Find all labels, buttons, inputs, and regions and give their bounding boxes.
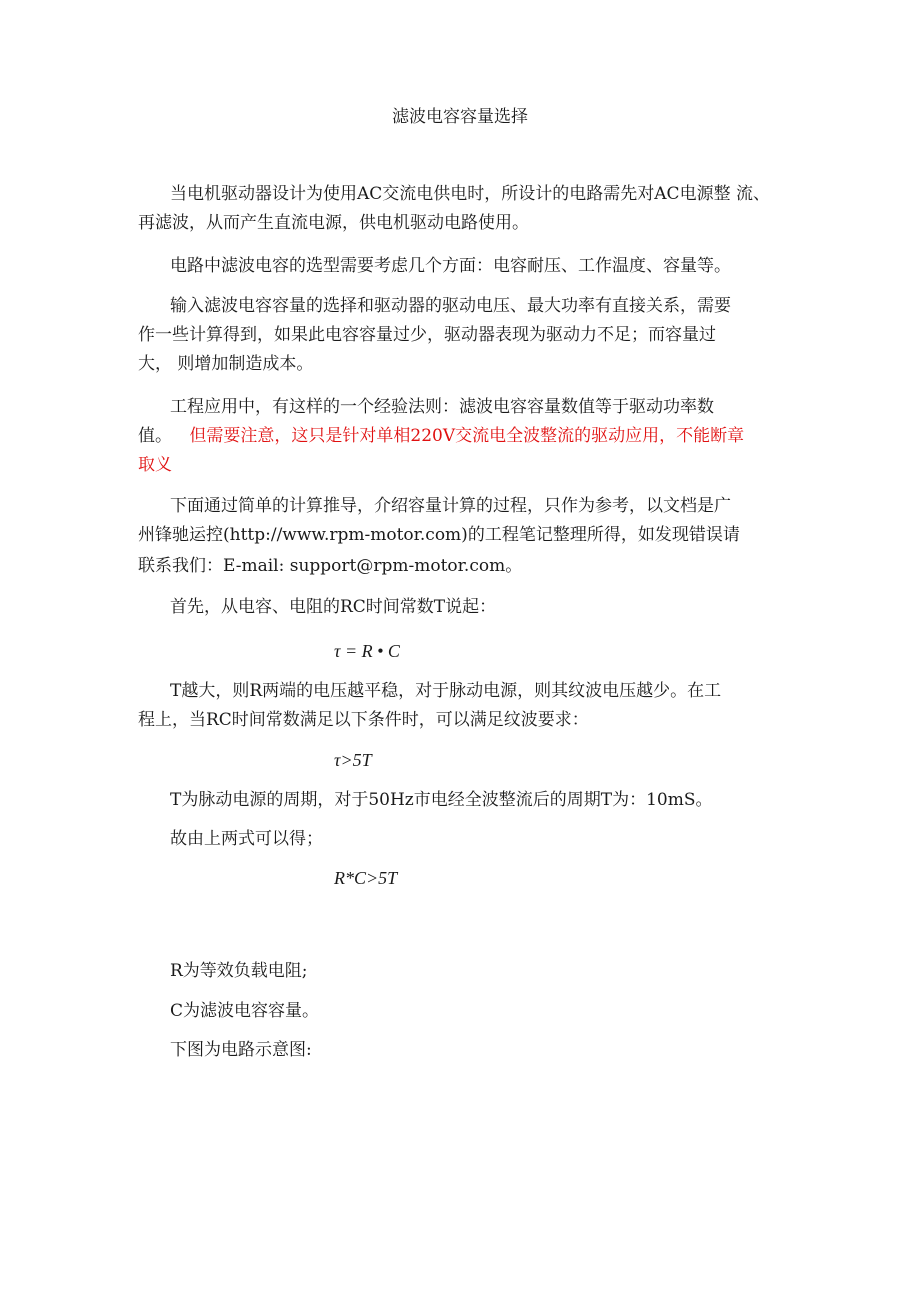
paragraph-4-warning-line-3: 取义 — [138, 455, 172, 475]
paragraph-2: 电路中滤波电容的选型需要考虑几个方面：电容耐压、工作温度、容量等。 — [170, 256, 731, 276]
paragraph-12: 下图为电路示意图: — [170, 1040, 312, 1060]
paragraph-1-line-1: 当电机驱动器设计为使用AC交流电供电时，所设计的电路需先对AC电源整 流、 — [170, 184, 770, 204]
formula-tau-greater-5t: τ>5T — [334, 750, 372, 770]
paragraph-5-line-3: 联系我们：E-mail: support@rpm-motor.com。 — [138, 556, 523, 576]
paragraph-5-line-2: 州锋驰运控(http://www.rpm-motor.com)的工程笔记整理所得，如发现错误请 — [138, 525, 740, 545]
paragraph-11: C为滤波电容容量。 — [170, 1001, 320, 1021]
paragraph-6: 首先，从电容、电阻的RC时间常数T说起： — [170, 597, 497, 617]
formula-rc-greater-5t: R*C>5T — [334, 868, 398, 888]
paragraph-4-line-1: 工程应用中，有这样的一个经验法则：滤波电容容量数值等于驱动功率数 — [170, 397, 714, 417]
paragraph-4-warning-text: 但需要注意，这只是针对单相220V交流电全波整流的驱动应用，不能断章 — [189, 426, 745, 446]
paragraph-4-plain-text: 值。 — [138, 426, 172, 446]
paragraph-9: 故由上两式可以得； — [170, 829, 323, 849]
paragraph-3-line-1: 输入滤波电容容量的选择和驱动器的驱动电压、最大功率有直接关系，需要 — [170, 296, 731, 316]
paragraph-10: R为等效负载电阻; — [170, 961, 308, 981]
paragraph-1-line-2: 再滤波，从而产生直流电源，供电机驱动电路使用。 — [138, 213, 529, 233]
paragraph-8: T为脉动电源的周期，对于50Hz市电经全波整流后的周期T为：10mS。 — [170, 790, 713, 810]
document-title: 滤波电容容量选择 — [392, 107, 528, 127]
paragraph-3-line-2: 作一些计算得到，如果此电容容量过少，驱动器表现为驱动力不足；而容量过 — [138, 325, 716, 345]
formula-tau-equals-rc: τ = R • C — [334, 641, 400, 661]
paragraph-3-line-3: 大， 则增加制造成本。 — [138, 354, 314, 374]
paragraph-7-line-2: 程上，当RC时间常数满足以下条件时，可以满足纹波要求： — [138, 710, 589, 730]
paragraph-7-line-1: T越大，则R两端的电压越平稳，对于脉动电源，则其纹波电压越少。在工 — [170, 681, 722, 701]
paragraph-4-line-2 — [138, 425, 744, 447]
paragraph-5-line-1: 下面通过简单的计算推导，介绍容量计算的过程，只作为参考，以文档是广 — [170, 496, 731, 516]
